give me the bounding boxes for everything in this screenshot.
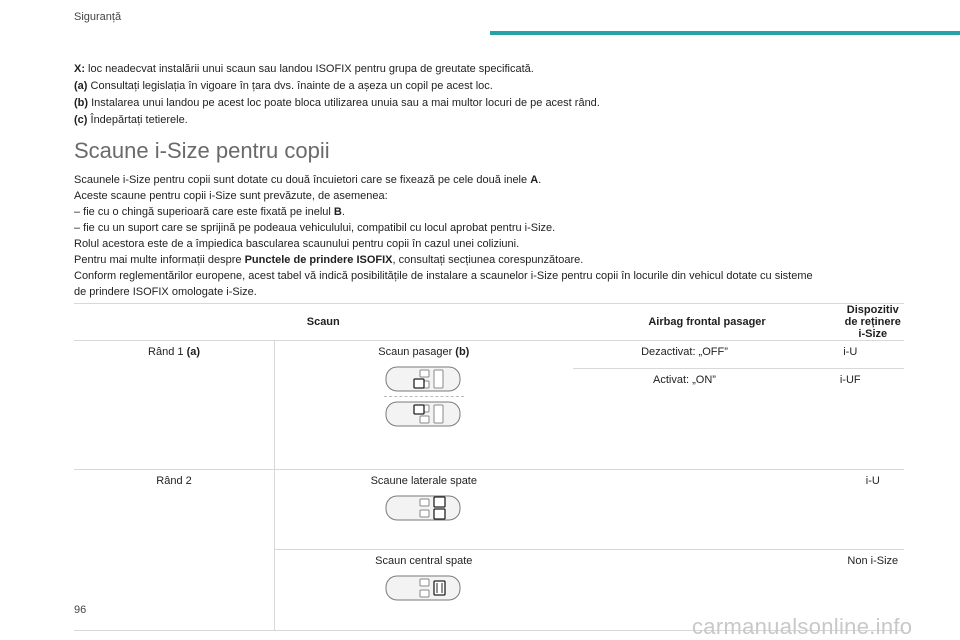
seat-cell: Scaun pasager (b) [275, 341, 573, 470]
header-section-title: Siguranță [74, 11, 122, 23]
car-top-view-icon [384, 364, 464, 394]
page-number: 96 [74, 604, 87, 616]
seat-cell: Scaune laterale spate [275, 470, 573, 550]
body-text [74, 172, 914, 300]
note-a: (a) Consultați legislația în vigoare în țara dvs. înainte de a așeza un copil pe acest loc. [74, 80, 493, 92]
airbag-off-row: Dezactivat: „OFF” i-U [573, 341, 905, 369]
paragraph: Scaunele i-Size pentru copii sunt dotate cu două încuietori care se fixează pe cele două inele A. [74, 174, 542, 186]
seat-cell: Scaun central spate [275, 550, 573, 631]
watermark: carmanualsonline.info [692, 614, 913, 639]
paragraph: Rolul acestora este de a împiedica bascularea scaunului pentru copii în cazul unei coliziuni. [74, 238, 520, 250]
row-rank-cell: Rând 1 (a) [74, 341, 275, 470]
paragraph: Aceste scaune pentru copii i-Size sunt prevăzute, de asemenea: [74, 190, 388, 202]
airbag-cell [573, 470, 842, 550]
paragraph: de prindere ISOFIX omologate i-Size. [74, 286, 257, 298]
footnotes [74, 61, 904, 129]
table-header-row [74, 304, 904, 341]
restraint-cell: i-U [842, 470, 904, 550]
car-top-view-icon [384, 399, 464, 429]
table-row [74, 470, 904, 550]
list-item: – fie cu un suport care se sprijină pe podeaua vehiculului, compatibil cu locul aprobat pentru i-Size. [74, 222, 556, 234]
section-title: Scaune i-Size pentru copii [74, 138, 330, 163]
note-c: (c) Îndepărtați tetierele. [74, 114, 188, 126]
airbag-cell [573, 341, 905, 470]
isize-table [74, 303, 904, 631]
car-top-view-icon [384, 573, 464, 603]
note-x: X: loc neadecvat instalării unui scaun sau landou ISOFIX pentru grupa de greutate specificată. [74, 63, 534, 75]
divider [384, 396, 464, 397]
paragraph: Pentru mai multe informații despre Punctele de prindere ISOFIX, consultați secțiunea corespunzătoare. [74, 254, 584, 266]
header-seat: Scaun [74, 304, 573, 341]
header-restraint: Dispozitiv de reținere i-Size [842, 304, 904, 341]
header-airbag: Airbag frontal pasager [573, 304, 842, 341]
paragraph: Conform reglementărilor europene, acest tabel vă indică posibilitățile de instalare a scaunelor i-Size pentru copii în locurile din vehicul dotate cu sisteme [74, 270, 813, 282]
list-item: – fie cu o chingă superioară care este fixată pe inelul B. [74, 206, 345, 218]
car-top-view-icon [384, 493, 464, 523]
header-accent-bar [490, 31, 960, 35]
note-b: (b) Instalarea unui landou pe acest loc poate bloca utilizarea unuia sau a mai multor locuri de pe acest rând. [74, 97, 600, 109]
restraint-cell: Non i-Size [842, 550, 904, 631]
row-rank-cell: Rând 2 [74, 470, 275, 631]
table-row [74, 341, 904, 470]
airbag-on-row: Activat: „ON” i-UF [653, 374, 861, 386]
